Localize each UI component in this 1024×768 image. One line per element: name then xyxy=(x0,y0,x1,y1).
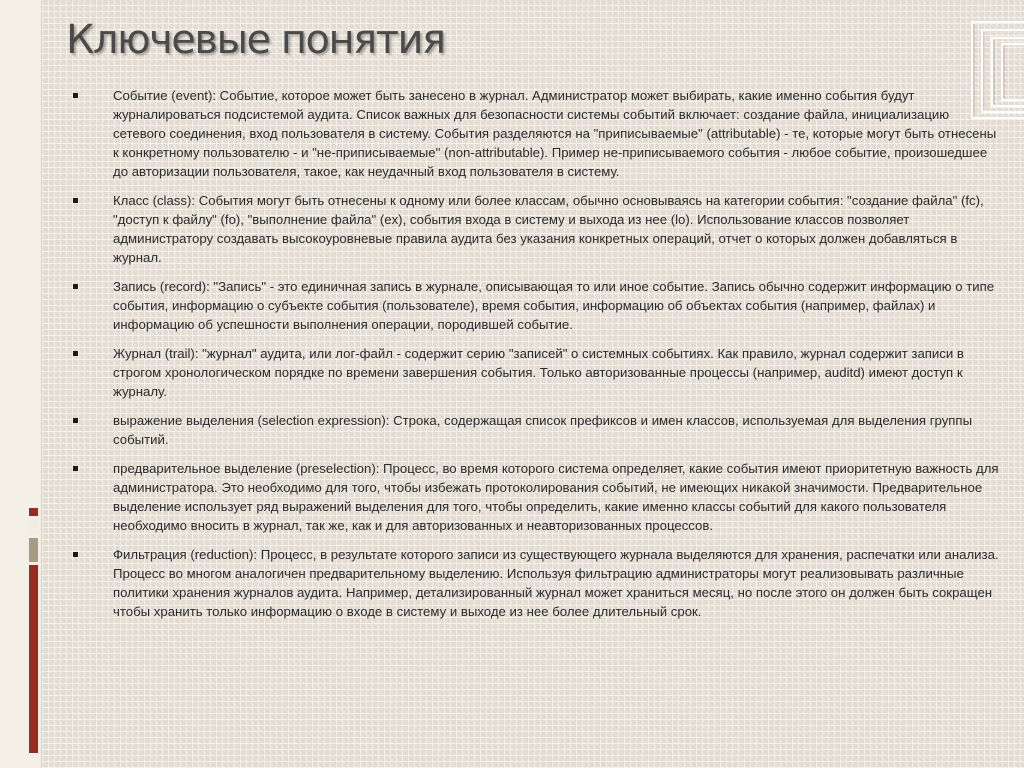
square-bullet-icon xyxy=(73,418,78,423)
bullet-list xyxy=(70,86,1002,631)
accent-bar-light xyxy=(29,519,38,535)
list-item-text: Класс (class): События могут быть отнесены к одному или более классам, обычно основываясь на категории события: "создание файла" (fc), "доступ к файлу" (fo), "выполнение файла" (ex), события входа в систему и выхода из нее (lo). Использование классов позволяет администратору создавать высокоуровневые правила аудита без указания конкретных операций, отчет о которых должен добавляться в журнал. xyxy=(113,193,984,265)
list-item-text: Запись (record): "Запись" - это единичная запись в журнале, описывающая то или иное событие. Запись обычно содержит информацию о типе события, информацию о субъекте события (пользователе), время события, информацию об объектах события (например, файлах) и информацию об успешности выполнения операции, породившей событие. xyxy=(113,279,995,332)
list-item-text: выражение выделения (selection expression): Строка, содержащая список префиксов и имен классов, используемая для выделения группы событий. xyxy=(113,413,973,447)
left-margin-line xyxy=(41,0,42,768)
square-bullet-icon xyxy=(73,552,78,557)
square-bullet-icon xyxy=(73,93,78,98)
list-item-text: предварительное выделение (preselection): Процесс, во время которого система определяет, какие события имеют приоритетную важность для администратора. Это необходимо для того, чтобы избежать протоколирования событий, не имеющих никакой значимости. Предварительное выделение использует ряд выражений выделения для того, чтобы определить, какие именно классы событий для какого пользователя необходимо вносить в журнал, так же, как и для авторизованных и неавторизованных процессов. xyxy=(113,461,999,533)
square-bullet-icon xyxy=(73,466,78,471)
accent-bar-tan xyxy=(29,538,38,562)
square-bullet-icon xyxy=(73,198,78,203)
list-item xyxy=(70,344,1002,401)
list-item xyxy=(70,191,1002,267)
list-item-text: Фильтрация (reduction): Процесс, в результате которого записи из существующего журнала выделяются для хранения, распечатки или анализа. Процесс во многом аналогичен предварительному выделению. Используя фильтрацию администраторы могут реализовывать различные политики хранения журналов аудита. Например, детализированный журнал может храниться месяц, но после этого он должен быть сокращен чтобы хранить только информацию о входе в систему и выходе из нее более длительный срок. xyxy=(113,547,999,619)
list-item xyxy=(70,411,1002,449)
list-item xyxy=(70,459,1002,535)
square-bullet-icon xyxy=(73,284,78,289)
accent-bar-long xyxy=(29,565,38,753)
list-item xyxy=(70,277,1002,334)
list-item-text: Событие (event): Событие, которое может быть занесено в журнал. Администратор может выбирать, какие именно события будут журналироваться подсистемой аудита. Список важных для безопасности системы событий включает: создание файла, инициализацию сетевого соединения, вход пользователя в систему. События разделяются на "приписываемые" (attributable) - те, которые могут быть отнесены к конкретному пользователю - и "не-приписываемые" (non-attributable). Пример не-приписываемого события - любое событие, произошедшее до авторизации пользователя, такое, как неудачный вход пользователя в систему. xyxy=(113,88,997,179)
slide-title: Ключевые понятия xyxy=(66,17,445,63)
list-item xyxy=(70,86,1002,181)
accent-bar-small xyxy=(29,508,38,516)
list-item-text: Журнал (trail): "журнал" аудита, или лог-файл - содержит серию "записей" о системных событиях. Как правило, журнал содержит записи в строгом хронологическом порядке по времени завершения события. Только авторизованные процессы (например, auditd) имеют доступ к журналу. xyxy=(113,346,964,399)
list-item xyxy=(70,545,1002,621)
square-bullet-icon xyxy=(73,351,78,356)
